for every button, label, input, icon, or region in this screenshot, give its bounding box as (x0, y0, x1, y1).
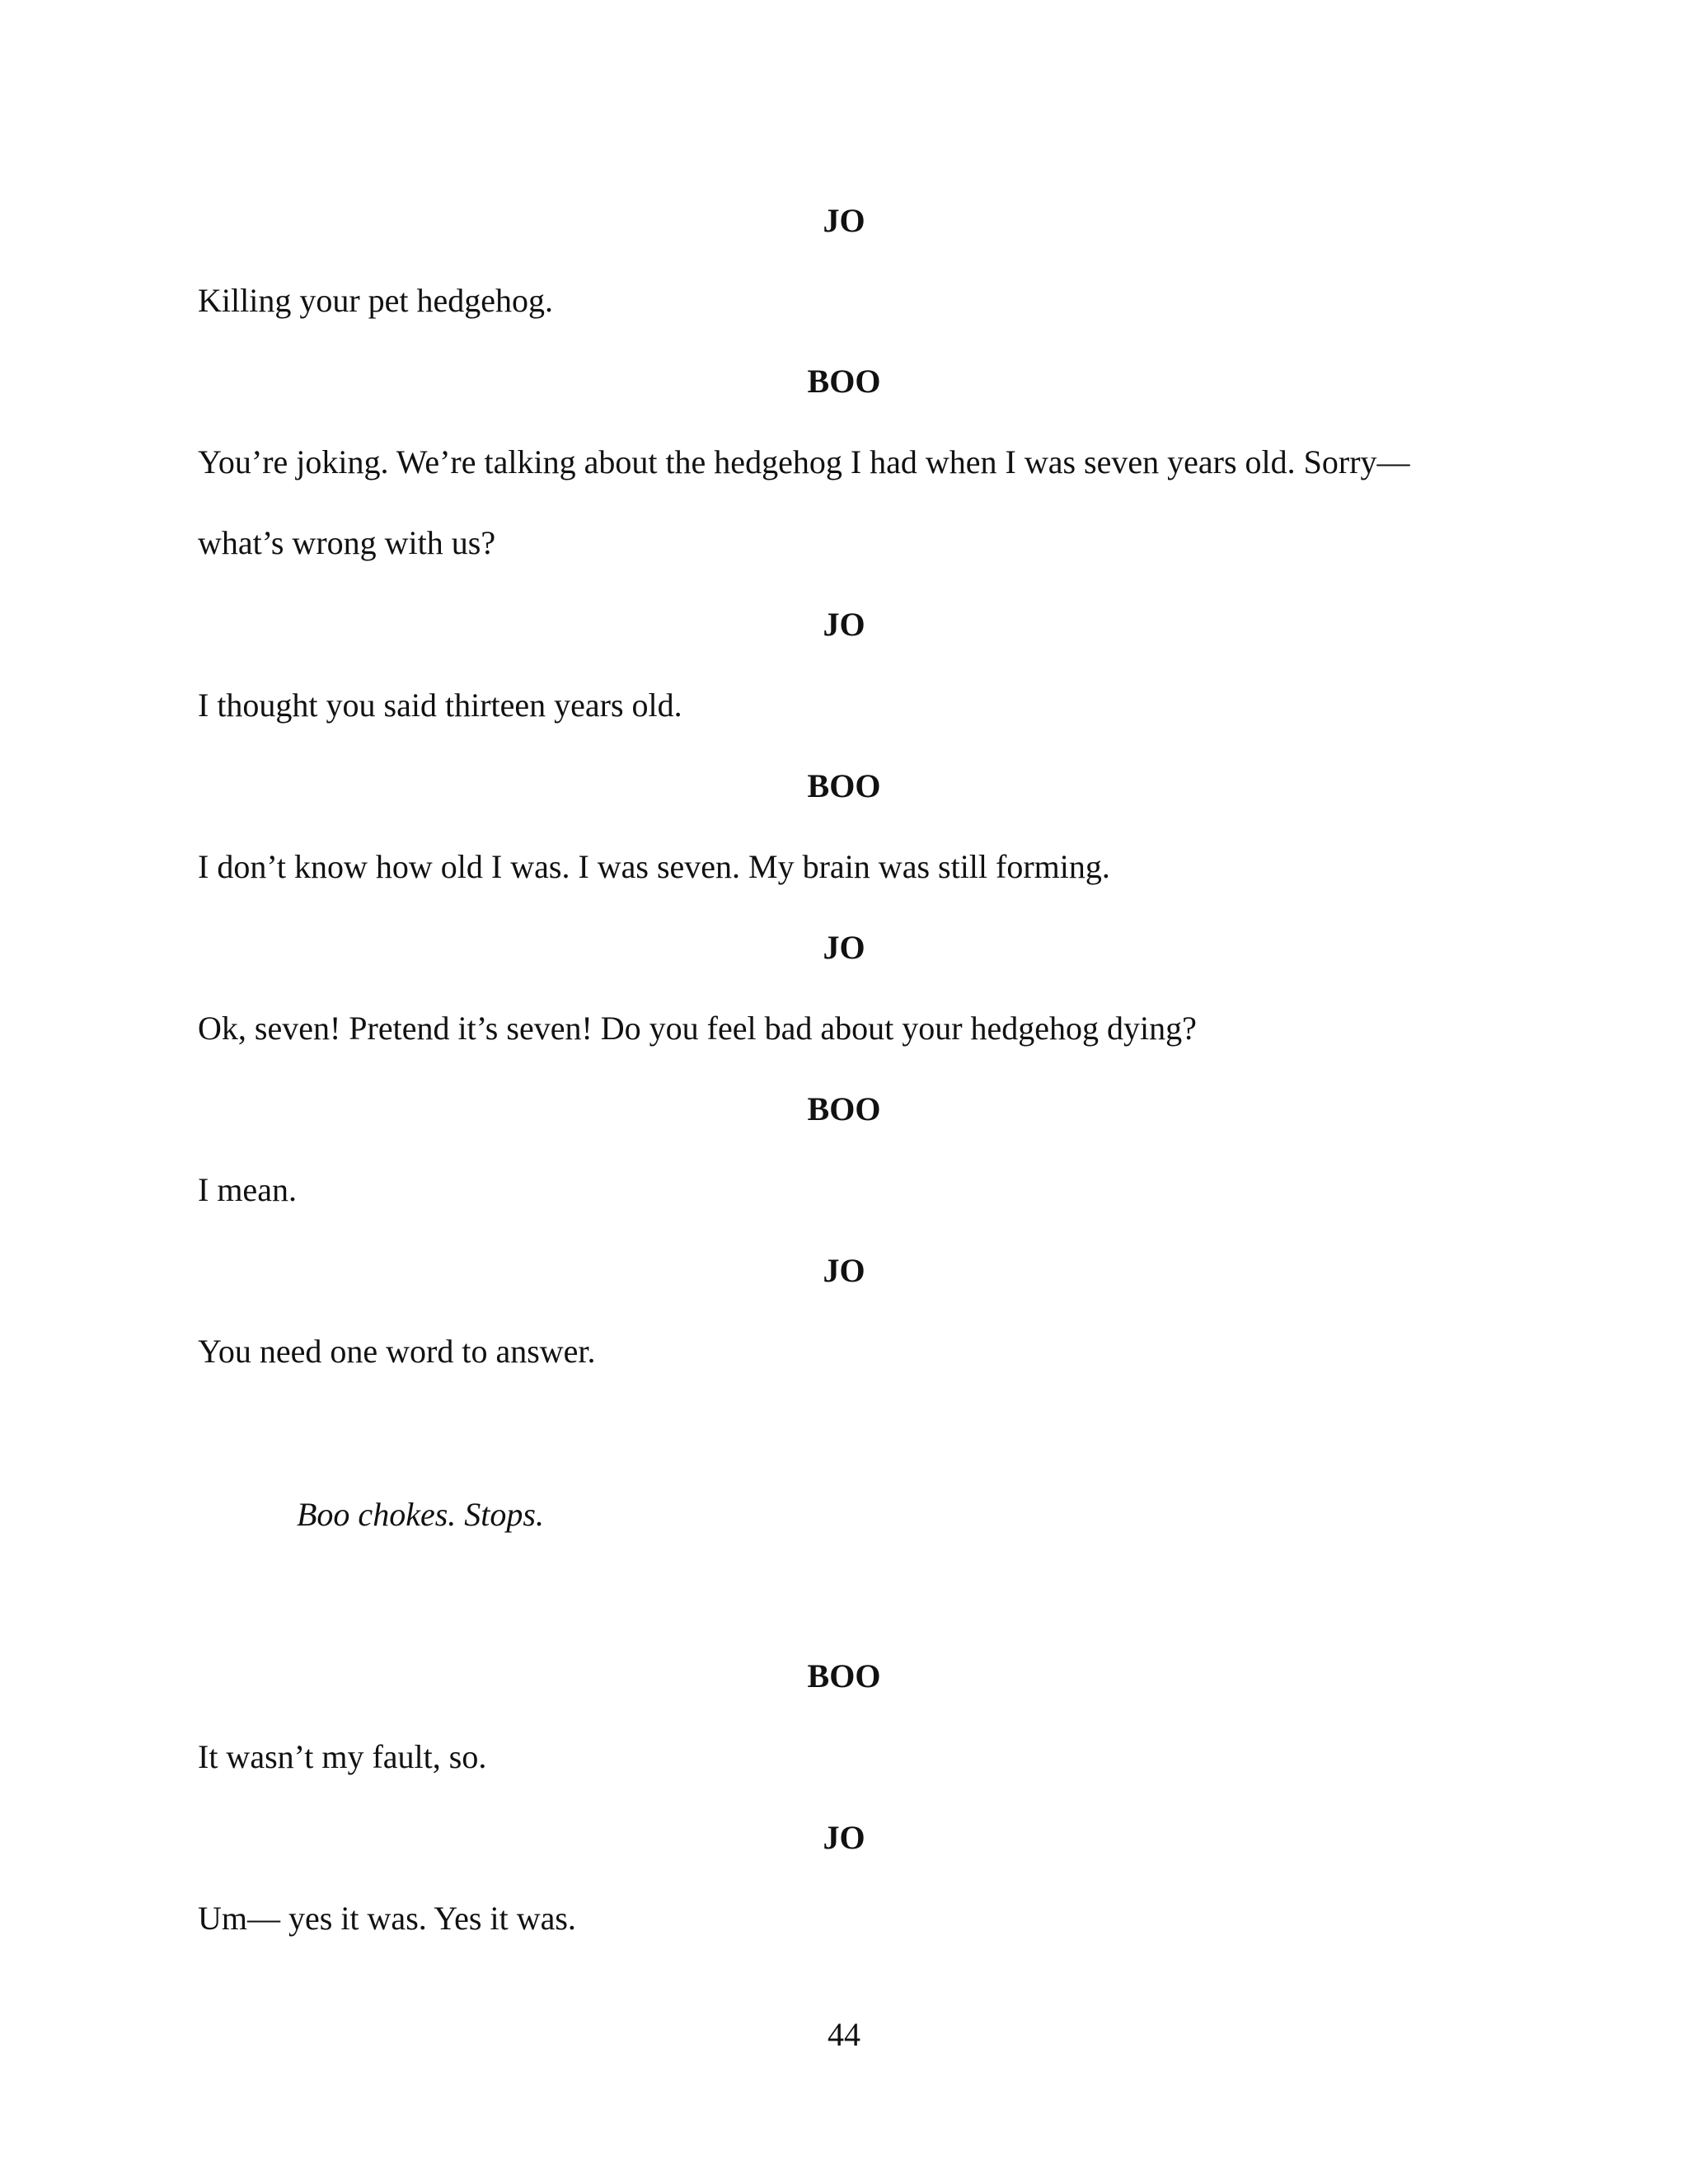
dialogue-line: what’s wrong with us? (198, 524, 496, 561)
dialogue-line: Killing your pet hedgehog. (198, 282, 554, 319)
dialogue-line: I mean. (198, 1171, 297, 1208)
speaker-name: JO (823, 1252, 865, 1289)
speaker-name: JO (823, 929, 865, 966)
dialogue-line: Um— yes it was. Yes it was. (198, 1900, 576, 1937)
dialogue-line: It wasn’t my fault, so. (198, 1738, 487, 1775)
page-number: 44 (828, 2016, 860, 2053)
dialogue-line: You need one word to answer. (198, 1333, 596, 1370)
dialogue-line: I thought you said thirteen years old. (198, 687, 682, 724)
dialogue-line: You’re joking. We’re talking about the hedgehog I had when I was seven years old. Sorry— (198, 443, 1410, 480)
speaker-name: JO (823, 1819, 865, 1856)
speaker-name: BOO (807, 1657, 881, 1694)
speaker-name: JO (823, 606, 865, 643)
speaker-name: BOO (807, 363, 881, 400)
stage-direction: Boo chokes. Stops. (297, 1496, 544, 1533)
dialogue-line: I don’t know how old I was. I was seven. My brain was still forming. (198, 848, 1110, 885)
dialogue-line: Ok, seven! Pretend it’s seven! Do you feel bad about your hedgehog dying? (198, 1010, 1197, 1047)
speaker-name: BOO (807, 1090, 881, 1127)
speaker-name: JO (823, 202, 865, 239)
speaker-name: BOO (807, 767, 881, 804)
